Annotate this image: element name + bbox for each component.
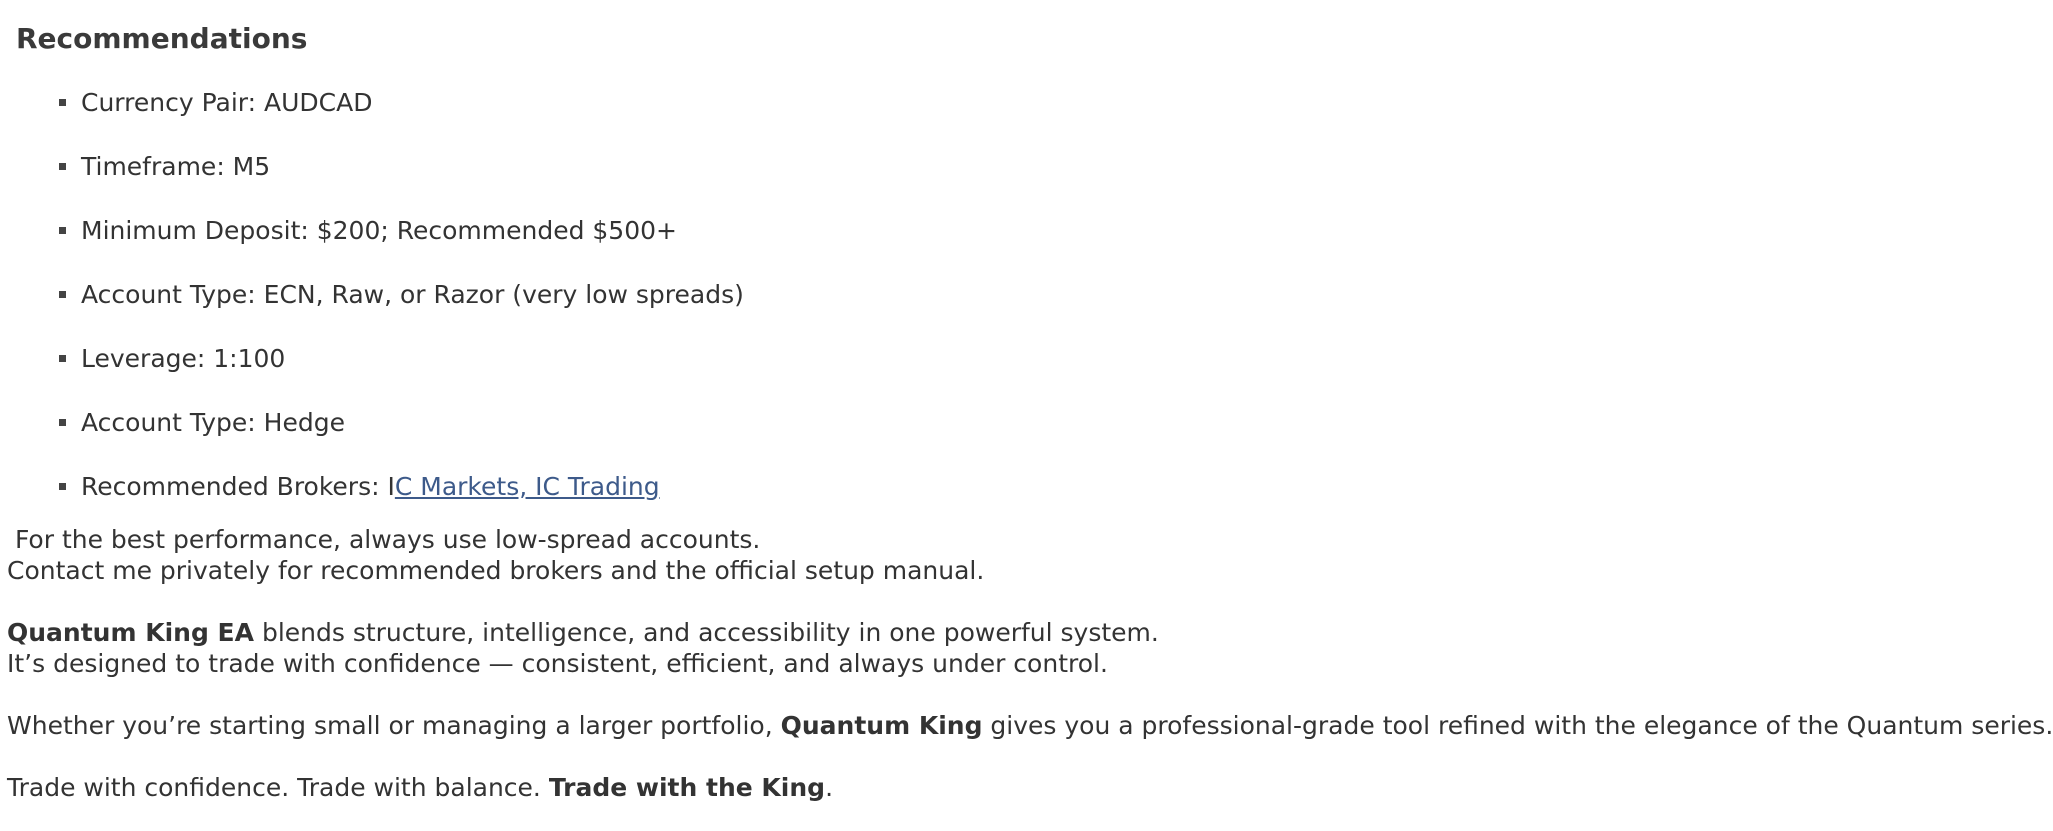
square-bullet-icon bbox=[59, 355, 66, 362]
list-item-leverage bbox=[0, 340, 744, 404]
square-bullet-icon bbox=[59, 163, 66, 170]
list-item-text: Minimum Deposit: $200; Recommended $500+ bbox=[81, 216, 677, 245]
list-item-timeframe bbox=[0, 148, 744, 212]
note-line-1: For the best performance, always use low-spread accounts. bbox=[7, 525, 761, 554]
list-item-account-hedge bbox=[0, 404, 744, 468]
square-bullet-icon bbox=[59, 291, 66, 298]
recommendations-list bbox=[0, 84, 744, 532]
square-bullet-icon bbox=[59, 227, 66, 234]
intro-rest: blends structure, intelligence, and accessibility in one powerful system. bbox=[254, 618, 1159, 647]
brokers-link[interactable]: C Markets, IC Trading bbox=[394, 472, 660, 501]
list-item-currency-pair bbox=[0, 84, 744, 148]
note-line-2: Contact me privately for recommended brokers and the official setup manual. bbox=[7, 556, 985, 585]
product-name-bold: Quantum King EA bbox=[7, 618, 254, 647]
list-item-text: Currency Pair: AUDCAD bbox=[81, 88, 373, 117]
brokers-prefix: Recommended Brokers: I bbox=[81, 472, 395, 501]
square-bullet-icon bbox=[59, 99, 66, 106]
list-item-text: Account Type: ECN, Raw, or Razor (very low spreads) bbox=[81, 280, 744, 309]
portfolio-after: gives you a professional-grade tool refined with the elegance of the Quantum series. bbox=[982, 711, 2053, 740]
list-item-text: Timeframe: M5 bbox=[81, 152, 271, 181]
recommendations-heading: Recommendations bbox=[16, 22, 308, 55]
list-item-account-type bbox=[0, 276, 744, 340]
square-bullet-icon bbox=[59, 483, 66, 490]
square-bullet-icon bbox=[59, 419, 66, 426]
list-item-brokers bbox=[0, 468, 744, 532]
list-item-text: Account Type: Hedge bbox=[81, 408, 345, 437]
portfolio-bold: Quantum King bbox=[780, 711, 983, 740]
closing-after: . bbox=[825, 773, 834, 802]
list-item-minimum-deposit bbox=[0, 212, 744, 276]
list-item-text: Leverage: 1:100 bbox=[81, 344, 286, 373]
closing-bold: Trade with the King bbox=[548, 773, 826, 802]
closing-before: Trade with confidence. Trade with balance. bbox=[7, 773, 549, 802]
portfolio-before: Whether you’re starting small or managing a larger portfolio, bbox=[7, 711, 781, 740]
intro-line-2: It’s designed to trade with confidence — consistent, efficient, and always under control. bbox=[7, 649, 1108, 678]
portfolio-line bbox=[7, 710, 2053, 742]
closing-line bbox=[7, 772, 833, 804]
intro-line-1 bbox=[7, 617, 1159, 649]
